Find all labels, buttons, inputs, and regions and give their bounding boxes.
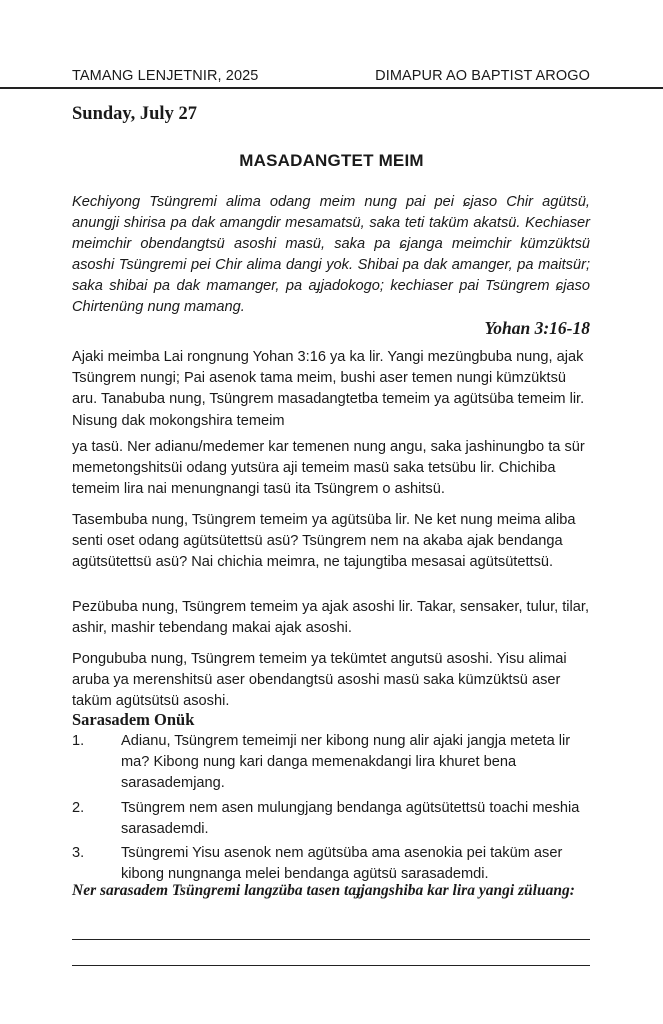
header-publication-title: TAMANG LENJETNIR, 2025	[72, 68, 259, 84]
body-paragraph: Pezübuba nung, Tsüngrem temeim ya ajak asoshi lir. Takar, sensaker, tulur, tilar, ashir, mashir tebendang makai ajak asoshi.	[72, 599, 590, 637]
question-text: Tsüngremi Yisu asenok nem agütsüba ama asenokia pei taküm aser kibong nungnanga melei bendanga agütsü sarasademdi.	[121, 845, 563, 883]
header-rule	[0, 87, 663, 89]
devotion-date: Sunday, July 27	[72, 104, 197, 124]
body-paragraph: ya tasü. Ner adianu/medemer kar temenen nung angu, saka jashinungbo ta sür memetongshitsüi odang yutsüra aji temeim masü saka tetsübu lir. Chichiba temeim lira nai menungnangi tasü ita Tsüngrem o ashitsü.	[72, 439, 585, 498]
body-paragraph: Pongububa nung, Tsüngrem temeim ya tekümtet angutsü asoshi. Yisu alimai aruba ya merenshitsü aser obendangtsü asoshi masü saka kümzüktsü aser taküm agütsütsü asoshi.	[72, 651, 567, 710]
question-text: Tsüngrem nem asen mulungjang bendanga agütsütettsü toachi meshia sarasademdi.	[121, 799, 580, 837]
question-number: 2.	[72, 799, 85, 816]
body-paragraph: Ajaki meimba Lai rongnung Yohan 3:16 ya ka lir. Yangi mezüngbuba nung, ajak Tsüngrem nungi; Pai asenok tama meim, bushi aser temen nungi kümzüktsü aru. Tanabuba nung, Tsüngrem masadangtetba temeim ya agütsüba temeim lir. Nisung dak mokongshira temeim	[72, 349, 585, 429]
question-item	[72, 798, 590, 840]
devotion-title: MASADANGTET MEIM	[239, 151, 424, 170]
scripture-reference: Yohan 3:16-18	[484, 318, 590, 338]
closing-prompt: Ner sarasadem Tsüngremi langzüba tasen taɟjangshiba kar lira yangi züluang:	[72, 882, 575, 899]
question-number: 3.	[72, 845, 85, 862]
question-text: Adianu, Tsüngrem temeimji ner kibong nung alir ajaki jangja meteta lir ma? Kibong nung kari danga memenakdangi lira khuret bena sarasademjang.	[121, 733, 571, 792]
question-item	[72, 731, 590, 795]
running-header	[72, 66, 590, 88]
body-paragraph: Tasembuba nung, Tsüngrem temeim ya agütsüba lir. Ne ket nung meima aliba senti oset odang agütsütettsü asü? Tsüngrem nem na akaba ajak bendanga agütsütettsü asü? Nai chichia meimra, ne tajungtiba mesasai agütsütettsü.	[72, 512, 576, 571]
question-number: 1.	[72, 733, 85, 749]
question-list	[72, 731, 590, 888]
questions-heading: Sarasadem Onük	[72, 710, 195, 729]
scripture-passage: Kechiyong Tsüngremi alima odang meim nung pai pei ɕjaso Chir agütsü, anungji shirisa pa dak amangdir mesamatsü, saka teti taküm akatsü. Kechiaser meimchir obendangtsü asoshi masü, saka pa ɕjanga meimchir kümzüktsü asoshi Tsüngremi pei Chir alima dangi yok. Shibai pa dak amanger, pa maitsür; saka shibai pa dak mamanger, pa aɟjadokogo; kechiaser pai Tsüngrem ɕjaso Chirtenüng nung mamang.	[72, 194, 590, 316]
header-organization-name: DIMAPUR AO BAPTIST AROGO	[375, 68, 590, 84]
writing-line	[72, 965, 590, 966]
writing-line	[72, 939, 590, 940]
